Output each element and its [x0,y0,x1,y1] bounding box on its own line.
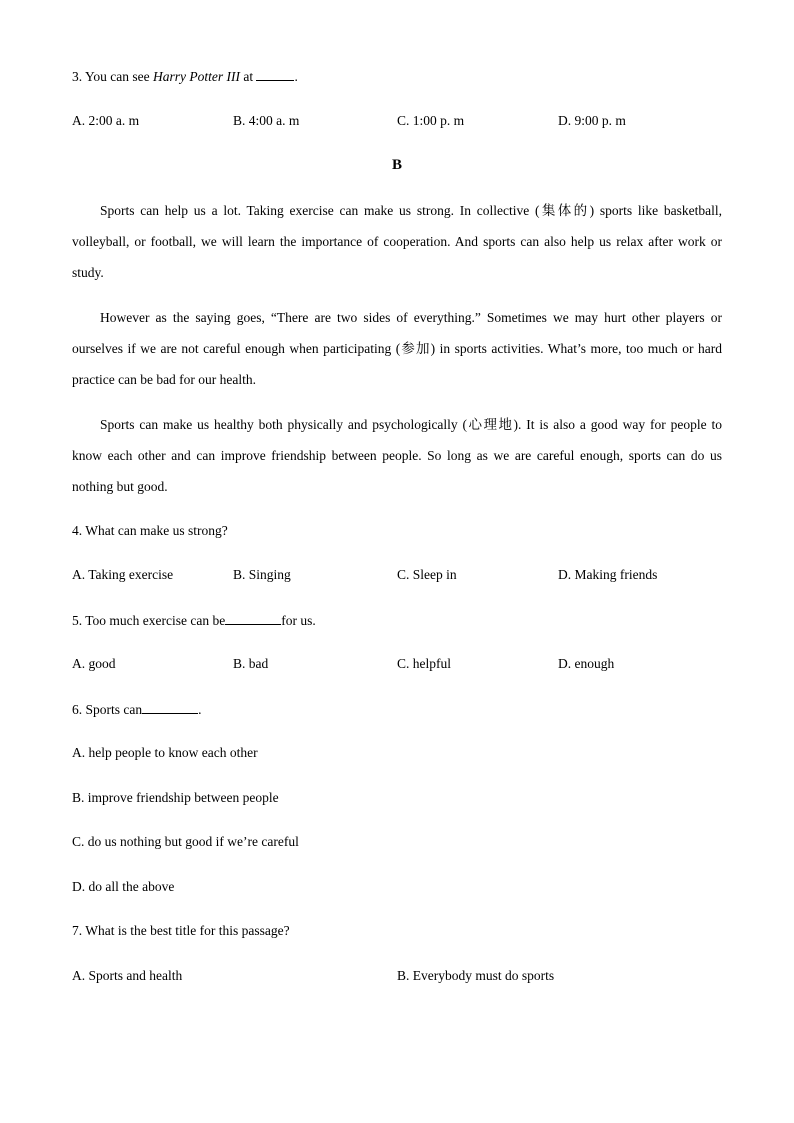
question-6 [72,701,202,718]
answer-blank [225,612,281,625]
passage-paragraph-1: Sports can help us a lot. Taking exercise can make us strong. In collective (集体的) sports like basketball, volleyball, or football, we will learn the importance of cooperation. And sports can also help us relax after work or study. [72,203,722,280]
option-a: A. good [72,656,116,671]
question-4: 4. What can make us strong? [72,523,228,538]
option-a: A. help people to know each other [72,745,258,760]
option-b: B. Singing [233,567,291,582]
option-c: C. do us nothing but good if we’re careful [72,834,299,849]
option-c: C. helpful [397,656,451,671]
question-6-end: . [198,702,202,717]
passage-paragraph-2: However as the saying goes, “There are two sides of everything.” Sometimes we may hurt other players or ourselves if we are not careful enough when participating (参加) in sports activities. What’s more, too much or hard practice can be bad for our health. [72,310,722,387]
question-6-prefix: 6. Sports can [72,702,143,717]
question-5-options [0,656,794,676]
option-b: B. 4:00 a. m [233,113,300,128]
question-3-suffix: at [239,69,257,84]
option-b: B. bad [233,656,269,671]
question-7-options [0,968,794,988]
answer-blank [142,701,198,714]
question-3-title: Harry Potter III [153,69,240,84]
question-3-prefix: 3. You can see [72,69,153,84]
option-d: D. Making friends [558,567,658,582]
option-d: D. 9:00 p. m [558,113,626,128]
question-7: 7. What is the best title for this passage? [72,923,290,938]
option-b: B. Everybody must do sports [397,968,555,983]
passage-paragraph-3: Sports can make us healthy both physically and psychologically (心理地). It is also a good way for people to know each other and can improve friendship between people. So long as we are careful enough, sports can do us nothing but good. [72,417,722,494]
option-a: A. Taking exercise [72,567,174,582]
section-heading: B [391,157,402,173]
question-4-options [0,567,794,587]
option-d: D. enough [558,656,615,671]
question-3-end: . [294,69,298,84]
option-c: C. 1:00 p. m [397,113,465,128]
answer-blank [256,68,294,81]
question-3 [72,68,298,85]
option-b: B. improve friendship between people [72,790,279,805]
question-3-options [0,113,794,133]
question-5-suffix: for us. [281,613,316,628]
option-c: C. Sleep in [397,567,457,582]
question-5-prefix: 5. Too much exercise can be [72,613,226,628]
option-a: A. Sports and health [72,968,183,983]
question-5 [72,612,316,629]
option-d: D. do all the above [72,879,175,894]
option-a: A. 2:00 a. m [72,113,140,128]
